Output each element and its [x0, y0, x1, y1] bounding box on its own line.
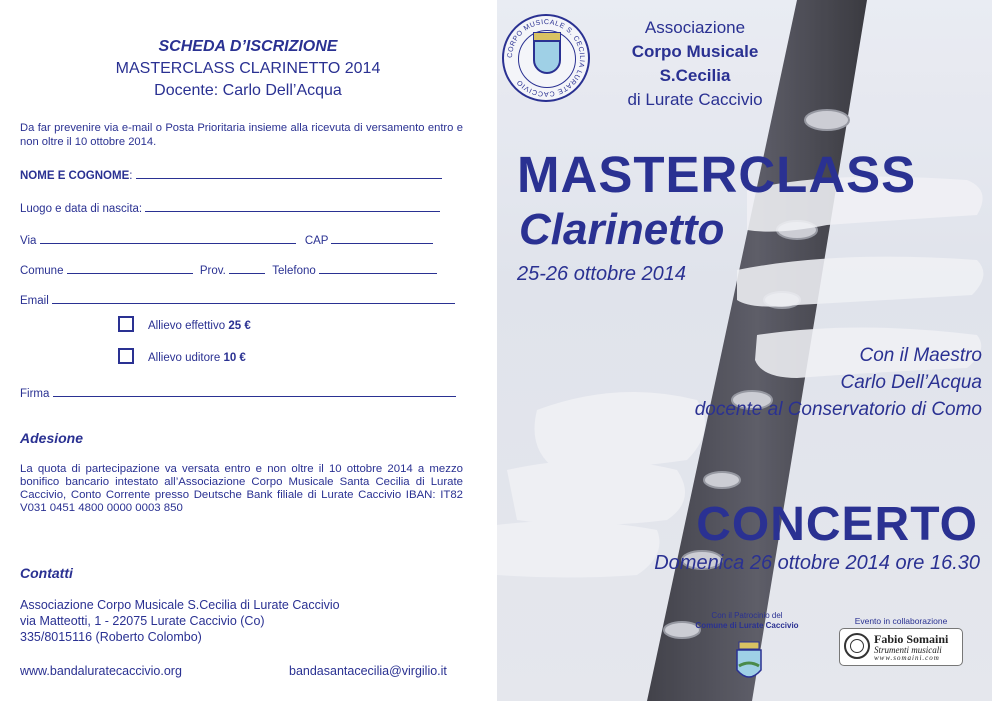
contact-line-3: 335/8015116 (Roberto Colombo) [20, 630, 202, 644]
birth-field-row [20, 200, 440, 215]
via-field-line[interactable] [40, 232, 296, 244]
birth-field-label: Luogo e data di nascita: [20, 203, 143, 215]
poster-title-masterclass: MASTERCLASS [517, 146, 917, 203]
form-teacher: Docente: Carlo Dell’Acqua [154, 82, 342, 99]
signature-field-row [20, 385, 456, 400]
adesione-heading: Adesione [20, 430, 84, 446]
birth-field-line[interactable] [145, 200, 440, 212]
collab-label: Evento in collaborazione [854, 616, 948, 626]
sponsor-website: www.somaini.com [874, 654, 940, 662]
name-field-label: NOME E COGNOME [20, 170, 130, 182]
tel-field-label: Telefono [272, 265, 316, 277]
option-uditore-price: 10 € [223, 352, 246, 364]
option-uditore-checkbox[interactable] [118, 348, 134, 364]
signature-field-line[interactable] [53, 385, 456, 397]
patronage-line-2: Comune di Lurate Caccivio [695, 621, 799, 630]
concert-title: CONCERTO [696, 498, 978, 551]
option-uditore-label [148, 352, 246, 364]
email-field-label: Email [20, 295, 49, 307]
cap-field-line[interactable] [331, 232, 433, 244]
sponsor-subtitle: Strumenti musicali [874, 645, 942, 655]
address-field-row [20, 232, 433, 247]
association-seal [502, 14, 590, 102]
assoc-line-2: Corpo Musicale [631, 42, 759, 61]
prov-field-label: Prov. [199, 265, 226, 277]
option-uditore-text: Allievo uditore [148, 352, 224, 364]
contact-line-2: via Matteotti, 1 - 22075 Lurate Caccivio (Co) [20, 614, 265, 628]
sponsor-logo [839, 628, 963, 666]
assoc-line-1: Associazione [644, 18, 746, 37]
option-effettivo-text: Allievo effettivo [148, 320, 229, 332]
tel-field-line[interactable] [319, 262, 437, 274]
assoc-line-3: S.Cecilia [659, 66, 731, 85]
via-field-label: Via [20, 235, 37, 247]
adesione-text: La quota di partecipazione va versata entro e non oltre il 10 ottobre 2014 a mezzo bonifico bancario intestato all’Associazione Corpo Musicale Santa Cecilia di Lurate Caccivio, Conto Corrente presso Deutsche Bank filiale di Lurate Caccivio IBAN: IT82 V031 0451 4800 0000 0003 850 [20, 463, 463, 514]
email-link[interactable]: bandasantacecilia@virgilio.it [289, 664, 447, 678]
option-effettivo-checkbox[interactable] [118, 316, 134, 332]
patronage-line-1: Con il Patrocinio del [711, 611, 783, 620]
poster-panel [497, 0, 992, 701]
form-instructions: Da far prevenire via e-mail o Posta Prioritaria insieme alla ricevuta di versamento entro e non oltre il 10 ottobre 2014. [20, 122, 463, 148]
option-effettivo-label [148, 320, 251, 332]
comune-field-line[interactable] [67, 262, 193, 274]
prov-field-line[interactable] [229, 262, 265, 274]
form-subtitle: MASTERCLASS CLARINETTO 2014 [115, 60, 381, 77]
form-title: SCHEDA D’ISCRIZIONE [158, 38, 338, 55]
maestro-line-3: docente al Conservatorio di Como [694, 399, 982, 420]
poster-title-clarinetto: Clarinetto [519, 205, 725, 254]
maestro-line-2: Carlo Dell’Acqua [840, 372, 982, 393]
concert-date: Domenica 26 ottobre 2014 ore 16.30 [654, 552, 980, 574]
contatti-heading: Contatti [20, 565, 73, 581]
name-field-row: NOME E COGNOME: [20, 167, 442, 182]
city-field-row [20, 262, 437, 277]
name-field-line[interactable] [136, 167, 442, 179]
maestro-line-1: Con il Maestro [859, 345, 982, 366]
email-field-row [20, 292, 455, 307]
website-link[interactable]: www.bandaluratecaccivio.org [20, 664, 182, 678]
comune-crest-icon [733, 640, 765, 686]
assoc-line-4: di Lurate Caccivio [627, 90, 763, 109]
sponsor-name: Fabio Somaini [874, 632, 949, 646]
comune-field-label: Comune [20, 265, 64, 277]
cap-field-label: CAP [304, 235, 329, 247]
poster-dates: 25-26 ottobre 2014 [517, 263, 687, 285]
seal-shield-icon [533, 40, 561, 74]
option-effettivo-price: 25 € [228, 320, 251, 332]
signature-field-label: Firma [20, 388, 50, 400]
email-field-line[interactable] [52, 292, 455, 304]
contact-line-1: Associazione Corpo Musicale S.Cecilia di Lurate Caccivio [20, 598, 340, 612]
sponsor-disc-icon [844, 633, 870, 659]
seal-ring-text: CORPO MUSICALE S. CECILIA LURATE CACCIVIO [506, 18, 586, 98]
